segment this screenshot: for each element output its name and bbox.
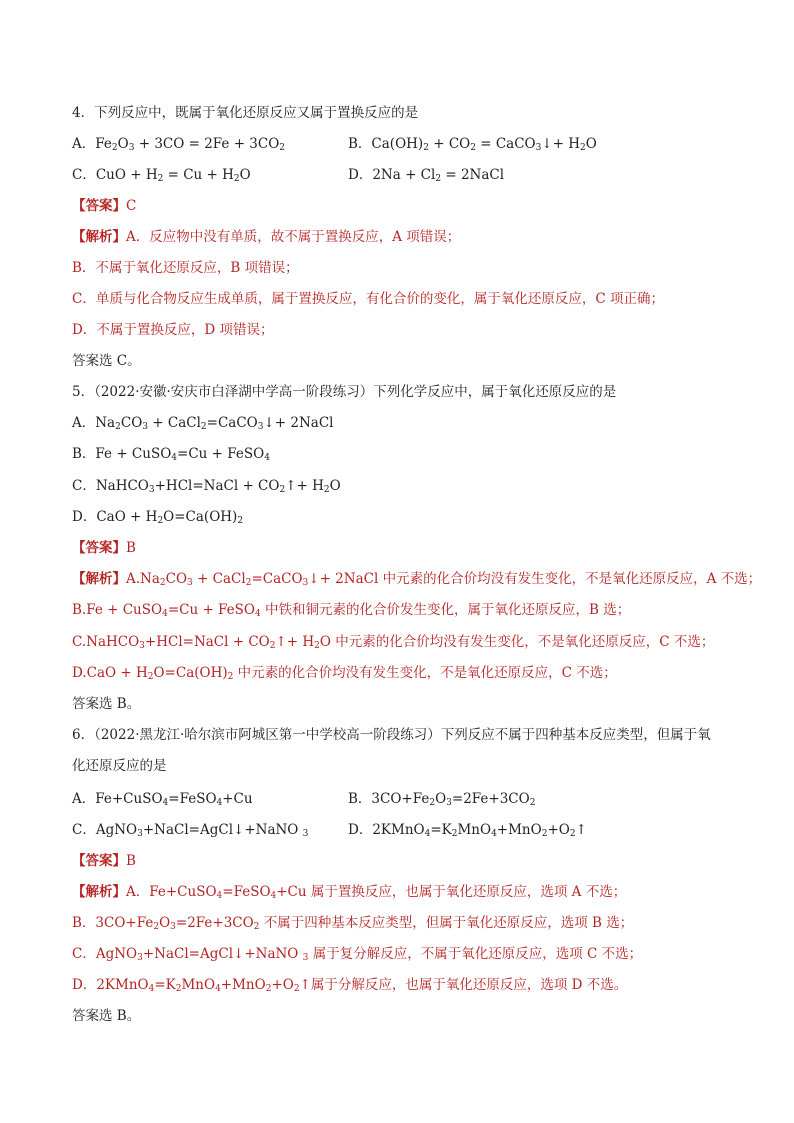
text-segment: + CO xyxy=(428,136,471,152)
text-segment: +MnO xyxy=(496,822,542,838)
text-segment: 不属于四种基本反应类型，但属于氧化还原反应，选项 B 选； xyxy=(259,915,634,931)
subscript: 2 xyxy=(451,829,458,839)
subscript: 4 xyxy=(148,984,155,994)
subscript: 3 xyxy=(142,422,148,432)
text-segment: O xyxy=(159,915,171,931)
text-segment: A．Fe xyxy=(72,136,112,152)
subscript: 4 xyxy=(424,829,431,839)
text-segment: =2Fe+3CO xyxy=(451,791,530,807)
text-segment: O 中元素的化合价均没有发生变化，不是氧化还原反应，C 不选； xyxy=(319,634,715,650)
text-segment: 中铁和铜元素的化合价发生变化，属于氧化还原反应，B 选； xyxy=(260,602,631,618)
analysis-text xyxy=(126,884,626,900)
subscript: 2 xyxy=(157,516,164,526)
text-segment: = Cu + H xyxy=(163,167,234,183)
subscript: 2 xyxy=(435,174,442,184)
q5-analysis-a xyxy=(72,570,761,588)
subscript: 2 xyxy=(569,829,576,839)
text-segment: MnO xyxy=(181,977,216,993)
q4-analysis-c: C．单质与化合物反应生成单质，属于置换反应，有化合价的变化，属于氧化还原反应，C 项正确； xyxy=(72,291,664,307)
q4-conclusion: 答案选 C。 xyxy=(72,353,141,369)
text-segment: = 2NaCl xyxy=(441,167,505,183)
subscript: 2 xyxy=(265,984,272,994)
analysis-text xyxy=(126,571,761,587)
q6-analysis-a xyxy=(72,883,626,901)
q4-option-d xyxy=(348,166,504,184)
text-segment: O xyxy=(435,791,447,807)
subscript: 3 xyxy=(302,829,309,839)
q6-answer xyxy=(72,852,136,870)
q6-option-d xyxy=(348,821,587,839)
text-segment: ↓+ 2NaCl 中元素的化合价均没有发生变化，不是氧化还原反应，A 不选； xyxy=(308,571,762,587)
q5-option-d xyxy=(72,508,243,526)
q4-option-c xyxy=(72,166,251,184)
subscript: 2 xyxy=(429,798,436,808)
text-segment: A．Fe+CuSO xyxy=(126,884,217,900)
subscript: 2 xyxy=(314,641,320,651)
text-segment: B．3CO+Fe xyxy=(348,791,430,807)
text-segment: C．NaHCO xyxy=(72,478,149,494)
q6-analysis-c xyxy=(72,945,642,963)
q6-analysis-b xyxy=(72,914,633,932)
text-segment: D．2KMnO xyxy=(72,977,149,993)
text-segment: A．Na xyxy=(72,415,116,431)
subscript: 2 xyxy=(227,672,234,682)
text-segment: O xyxy=(329,478,341,494)
subscript: 2 xyxy=(323,485,330,495)
subscript: 2 xyxy=(253,922,260,932)
text-segment: +HCl=NaCl + CO xyxy=(144,634,270,650)
text-segment: ↓+ H xyxy=(541,136,581,152)
text-segment: D．2Na + Cl xyxy=(348,167,436,183)
subscript: 4 xyxy=(254,609,261,619)
text-segment: O=Ca(OH) xyxy=(153,665,228,681)
text-segment: ↓+ 2NaCl xyxy=(263,415,334,431)
text-segment: CO xyxy=(165,571,188,587)
subscript: 2 xyxy=(541,829,548,839)
text-segment: + CaCl xyxy=(148,415,201,431)
subscript: 3 xyxy=(128,143,135,153)
subscript: 2 xyxy=(423,143,429,153)
subscript: 4 xyxy=(162,798,169,808)
text-segment: + 3CO = 2Fe + 3CO xyxy=(134,136,280,152)
subscript: 2 xyxy=(200,422,207,432)
text-segment: =FeSO xyxy=(222,884,271,900)
text-segment: 属于复分解反应，不属于氧化还原反应，选项 C 不选； xyxy=(308,946,643,962)
q4-option-b xyxy=(348,135,597,153)
text-segment: MnO xyxy=(457,822,492,838)
q6-stem-line-1: 6．（2022·黑龙江·哈尔滨市阿城区第一中学校高一阶段练习）下列反应不属于四种基本反应类型，但属于氧 xyxy=(72,727,711,743)
text-segment: +Cu xyxy=(222,791,253,807)
answer-value: B xyxy=(126,540,136,556)
q5-analysis-c xyxy=(72,633,714,651)
text-segment: =CaCO xyxy=(251,571,303,587)
text-segment: D．2KMnO xyxy=(348,822,425,838)
q5-option-b xyxy=(72,445,270,463)
q4-analysis-d: D．不属于置换反应，D 项错误； xyxy=(72,322,274,338)
text-segment: ↑+ H xyxy=(275,634,315,650)
text-segment: =Cu + FeSO xyxy=(177,446,265,462)
text-segment: +O xyxy=(271,977,294,993)
analysis-text: A．反应物中没有单质，故不属于置换反应，A 项错误； xyxy=(126,229,461,245)
q6-conclusion: 答案选 B。 xyxy=(72,1008,141,1024)
text-segment: D．CaO + H xyxy=(72,509,158,525)
q5-analysis-d xyxy=(72,664,617,682)
text-segment: C．AgNO xyxy=(72,822,138,838)
text-segment: ↑属于分解反应，也属于氧化还原反应，选项 D 不选。 xyxy=(299,977,628,993)
subscript: 3 xyxy=(187,578,193,588)
subscript: 3 xyxy=(137,953,143,963)
answer-value: C xyxy=(126,198,137,214)
subscript: 3 xyxy=(302,953,309,963)
text-segment: +MnO xyxy=(220,977,266,993)
subscript: 2 xyxy=(529,798,536,808)
text-segment: +NaCl=AgCl↓+NaNO xyxy=(142,946,303,962)
q5-option-a xyxy=(72,414,334,432)
q6-option-a xyxy=(72,790,253,808)
subscript: 2 xyxy=(159,578,166,588)
text-segment: +HCl=NaCl + CO xyxy=(154,478,280,494)
text-segment: B．Ca(OH) xyxy=(348,136,424,152)
subscript: 2 xyxy=(269,641,276,651)
text-segment: ↑ xyxy=(575,822,587,838)
analysis-tag: 【解析】 xyxy=(72,229,126,245)
text-segment: =Cu + FeSO xyxy=(167,602,255,618)
text-segment: O xyxy=(117,136,129,152)
subscript: 2 xyxy=(237,516,244,526)
subscript: 4 xyxy=(171,453,178,463)
q5-stem: 5．（2022·安徽·安庆市白泽湖中学高一阶段练习）下列化学反应中，属于氧化还原反应的是 xyxy=(72,384,617,400)
subscript: 2 xyxy=(157,174,164,184)
text-segment: B．3CO+Fe xyxy=(72,915,154,931)
answer-tag: 【答案】 xyxy=(72,853,126,869)
text-segment: O xyxy=(585,136,597,152)
text-segment: = CaCO xyxy=(475,136,536,152)
q4-analysis-b: B．不属于氧化还原反应，B 项错误； xyxy=(72,260,299,276)
text-segment: B.Fe + CuSO xyxy=(72,602,163,618)
q5-conclusion: 答案选 B。 xyxy=(72,696,141,712)
subscript: 2 xyxy=(279,485,286,495)
subscript: 3 xyxy=(170,922,176,932)
text-segment: 中元素的化合价均没有发生变化，不是氧化还原反应，C 不选； xyxy=(233,665,617,681)
answer-tag: 【答案】 xyxy=(72,198,126,214)
subscript: 2 xyxy=(111,143,118,153)
subscript: 2 xyxy=(233,174,240,184)
text-segment: A．Fe+CuSO xyxy=(72,791,163,807)
text-segment: ↑+ H xyxy=(285,478,324,494)
text-segment: O xyxy=(239,167,251,183)
subscript: 3 xyxy=(137,829,143,839)
q4-analysis-a xyxy=(72,228,460,246)
text-segment: C．CuO + H xyxy=(72,167,158,183)
subscript: 2 xyxy=(279,143,286,153)
subscript: 2 xyxy=(147,672,154,682)
subscript: 4 xyxy=(491,829,497,839)
analysis-tag: 【解析】 xyxy=(72,884,126,900)
text-segment: =K xyxy=(430,822,452,838)
text-segment: +Cu 属于置换反应，也属于氧化还原反应，选项 A 不选； xyxy=(276,884,627,900)
subscript: 3 xyxy=(535,143,542,153)
text-segment: +NaCl=AgCl↓+NaNO xyxy=(142,822,303,838)
subscript: 2 xyxy=(470,143,476,153)
q6-stem-line-2: 化还原反应的是 xyxy=(72,758,167,774)
q4-option-a xyxy=(72,135,285,153)
q6-analysis-d xyxy=(72,976,627,994)
text-segment: =2Fe+3CO xyxy=(175,915,254,931)
subscript: 4 xyxy=(264,453,270,463)
subscript: 3 xyxy=(257,422,264,432)
q6-option-b xyxy=(348,790,535,808)
text-segment: A.Na xyxy=(126,571,160,587)
text-segment: =CaCO xyxy=(206,415,258,431)
text-segment: + CaCl xyxy=(192,571,246,587)
subscript: 3 xyxy=(446,798,452,808)
subscript: 2 xyxy=(580,143,586,153)
q4-answer xyxy=(72,197,136,215)
subscript: 2 xyxy=(115,422,121,432)
text-segment: CO xyxy=(120,415,143,431)
text-segment: B．Fe + CuSO xyxy=(72,446,172,462)
subscript: 4 xyxy=(162,609,168,619)
q4-stem: 4．下列反应中，既属于氧化还原反应又属于置换反应的是 xyxy=(72,105,419,121)
subscript: 4 xyxy=(270,891,277,901)
answer-value: B xyxy=(126,853,136,869)
text-segment: D.CaO + H xyxy=(72,665,148,681)
subscript: 3 xyxy=(148,485,155,495)
q5-option-c xyxy=(72,477,341,495)
subscript: 2 xyxy=(293,984,300,994)
subscript: 3 xyxy=(302,578,309,588)
subscript: 4 xyxy=(215,984,221,994)
text-segment: O=Ca(OH) xyxy=(163,509,238,525)
subscript: 3 xyxy=(139,641,145,651)
subscript: 2 xyxy=(175,984,182,994)
subscript: 4 xyxy=(216,798,223,808)
answer-tag: 【答案】 xyxy=(72,540,126,556)
subscript: 4 xyxy=(216,891,223,901)
text-segment: C．AgNO xyxy=(72,946,138,962)
q5-answer xyxy=(72,539,136,557)
text-segment: C.NaHCO xyxy=(72,634,140,650)
text-segment: =FeSO xyxy=(168,791,217,807)
subscript: 2 xyxy=(153,922,160,932)
analysis-tag: 【解析】 xyxy=(72,571,126,587)
text-segment: =K xyxy=(154,977,176,993)
subscript: 2 xyxy=(245,578,252,588)
q5-analysis-b xyxy=(72,601,630,619)
text-segment: +O xyxy=(547,822,570,838)
q6-option-c xyxy=(72,821,308,839)
